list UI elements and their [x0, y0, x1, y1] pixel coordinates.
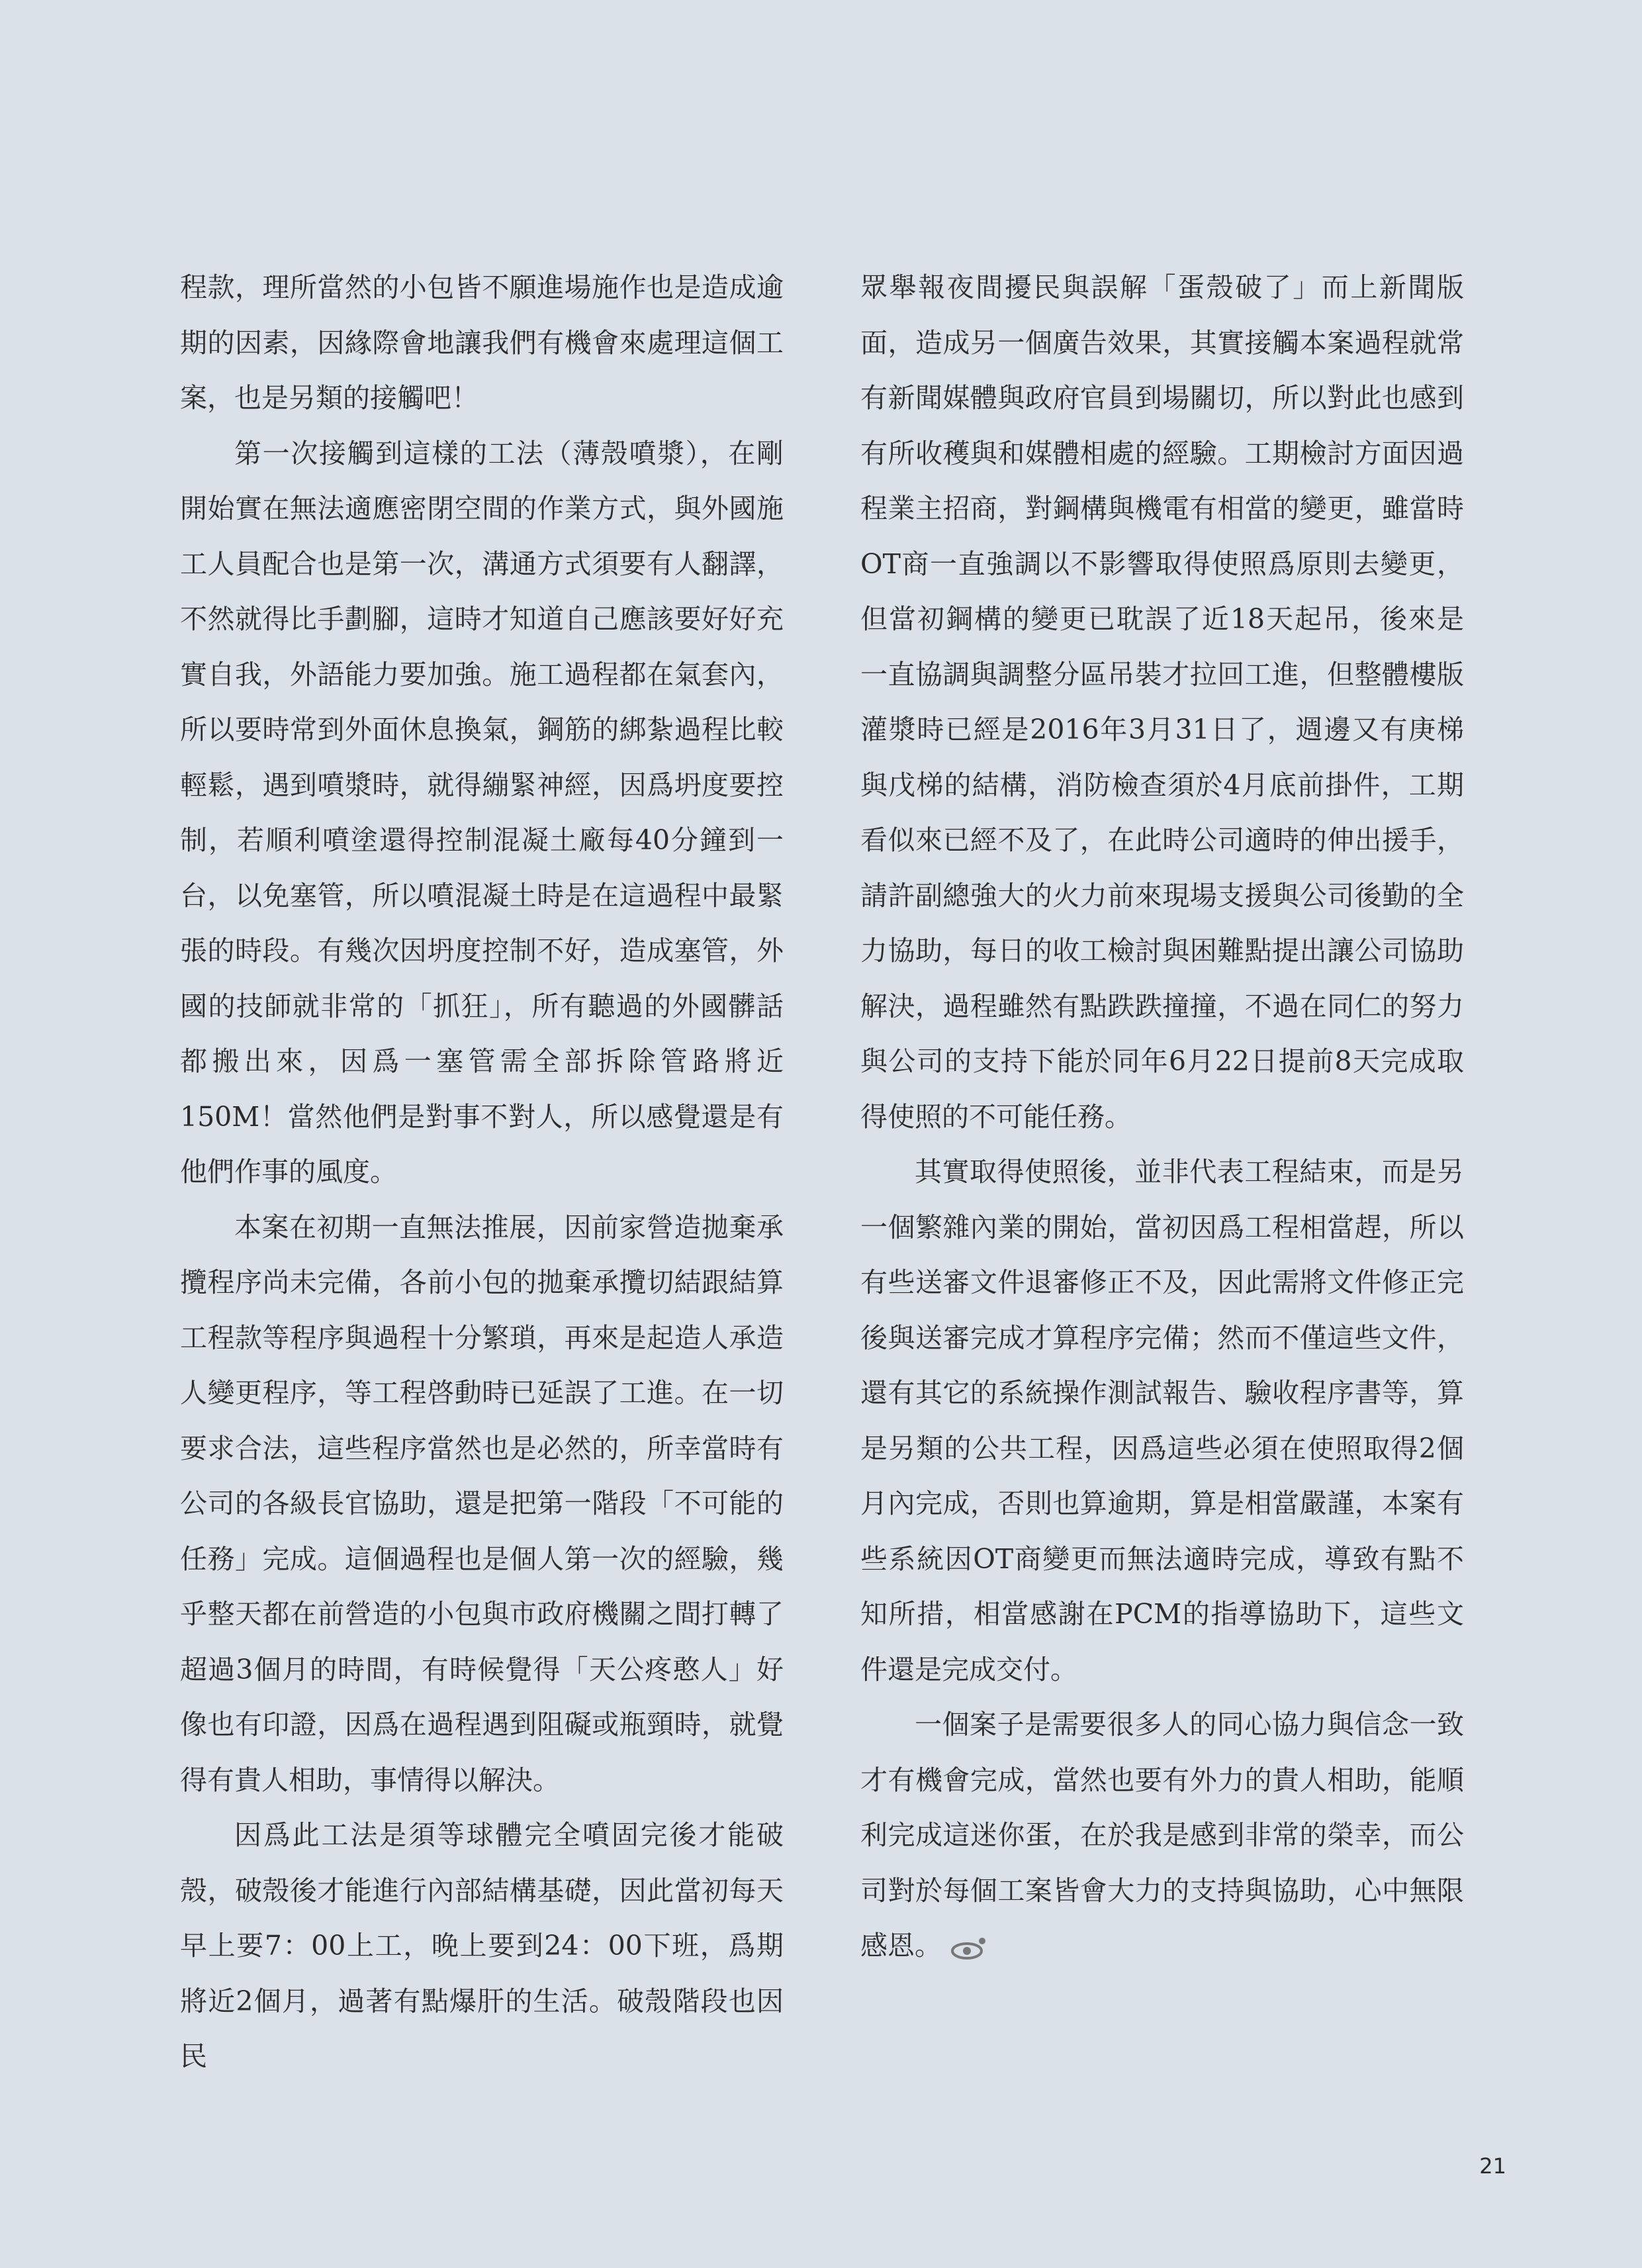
- left-paragraph-2: 第一次接觸到這樣的工法（薄殼噴漿），在剛開始實在無法適應密閉空間的作業方式，與外國施工人員配合也是第一次，溝通方式須要有人翻譯，不然就得比手劃腳，這時才知道自己應該要好好充實自我，外語能力要加強。施工過程都在氣套內，所以要時常到外面休息換氣，鋼筋的綁紮過程比較輕鬆，遇到噴漿時，就得繃緊神經，因爲坍度要控制，若順利噴塗還得控制混凝土廠每40分鐘到一台，以免塞管，所以噴混凝土時是在這過程中最緊張的時段。有幾次因坍度控制不好，造成塞管，外國的技師就非常的「抓狂」，所有聽過的外國髒話都搬出來，因爲一塞管需全部拆除管路將近150M！當然他們是對事不對人，所以感覺還是有他們作事的風度。: [180, 437, 784, 1188]
- right-paragraph-1: 眾舉報夜間擾民與誤解「蛋殼破了」而上新聞版面，造成另一個廣告效果，其實接觸本案過程就常有新聞媒體與政府官員到場關切，所以對此也感到有所收穫與和媒體相處的經驗。工期檢討方面因過程業主招商，對鋼構與機電有相當的變更，雖當時OT商一直強調以不影響取得使照爲原則去變更，但當初鋼構的變更已耽誤了近18天起吊，後來是一直協調與調整分區吊裝才拉回工進，但整體樓版灌漿時已經是2016年3月31日了，週邊又有庚梯與戊梯的結構，消防檢查須於4月底前掛件，工期看似來已經不及了，在此時公司適時的伸出援手，請許副總強大的火力前來現場支援與公司後勤的全力協助，每日的收工檢討與困難點提出讓公司協助解決，過程雖然有點跌跌撞撞，不過在同仁的努力與公司的支持下能於同年6月22日提前8天完成取得使照的不可能任務。: [860, 271, 1464, 1133]
- left-paragraph-4: 因爲此工法是須等球體完全噴固完後才能破殼，破殼後才能進行內部結構基礎，因此當初每天早上要7：00上工，晚上要到24：00下班，爲期將近2個月，過著有點爆肝的生活。破殼階段也因民: [180, 1819, 784, 2072]
- eye-swirl-icon: [950, 1935, 989, 1961]
- right-column: [860, 260, 1464, 1974]
- left-paragraph-3: 本案在初期一直無法推展，因前家營造拋棄承攬程序尚未完備，各前小包的拋棄承攬切結跟結算工程款等程序與過程十分繁瑣，再來是起造人承造人變更程序，等工程啓動時已延誤了工進。在一切要求合法，這些程序當然也是必然的，所幸當時有公司的各級長官協助，還是把第一階段「不可能的任務」完成。這個過程也是個人第一次的經驗，幾乎整天都在前營造的小包與市政府機關之間打轉了超過3個月的時間，有時候覺得「天公疼憨人」好像也有印證，因爲在過程遇到阻礙或瓶頸時，就覺得有貴人相助，事情得以解決。: [180, 1211, 784, 1796]
- left-column: [180, 260, 784, 2085]
- page-number: 21: [1479, 2153, 1506, 2179]
- left-paragraph-1: 程款，理所當然的小包皆不願進場施作也是造成逾期的因素，因緣際會地讓我們有機會來處理這個工案，也是另類的接觸吧！: [180, 271, 784, 414]
- right-paragraph-3: [860, 1697, 1464, 1974]
- right-paragraph-3-text: 一個案子是需要很多人的同心協力與信念一致才有機會完成，當然也要有外力的貴人相助，能順利完成這迷你蛋，在於我是感到非常的榮幸，而公司對於每個工案皆會大力的支持與協助，心中無限感恩。: [860, 1709, 1464, 1961]
- right-paragraph-2: 其實取得使照後，並非代表工程結束，而是另一個繁雜內業的開始，當初因爲工程相當趕，所以有些送審文件退審修正不及，因此需將文件修正完後與送審完成才算程序完備；然而不僅這些文件，還有其它的系統操作測試報告、驗收程序書等，算是另類的公共工程，因爲這些必須在使照取得2個月內完成，否則也算逾期，算是相當嚴謹，本案有些系統因OT商變更而無法適時完成，導致有點不知所措，相當感謝在PCM的指導協助下，這些文件還是完成交付。: [860, 1156, 1464, 1685]
